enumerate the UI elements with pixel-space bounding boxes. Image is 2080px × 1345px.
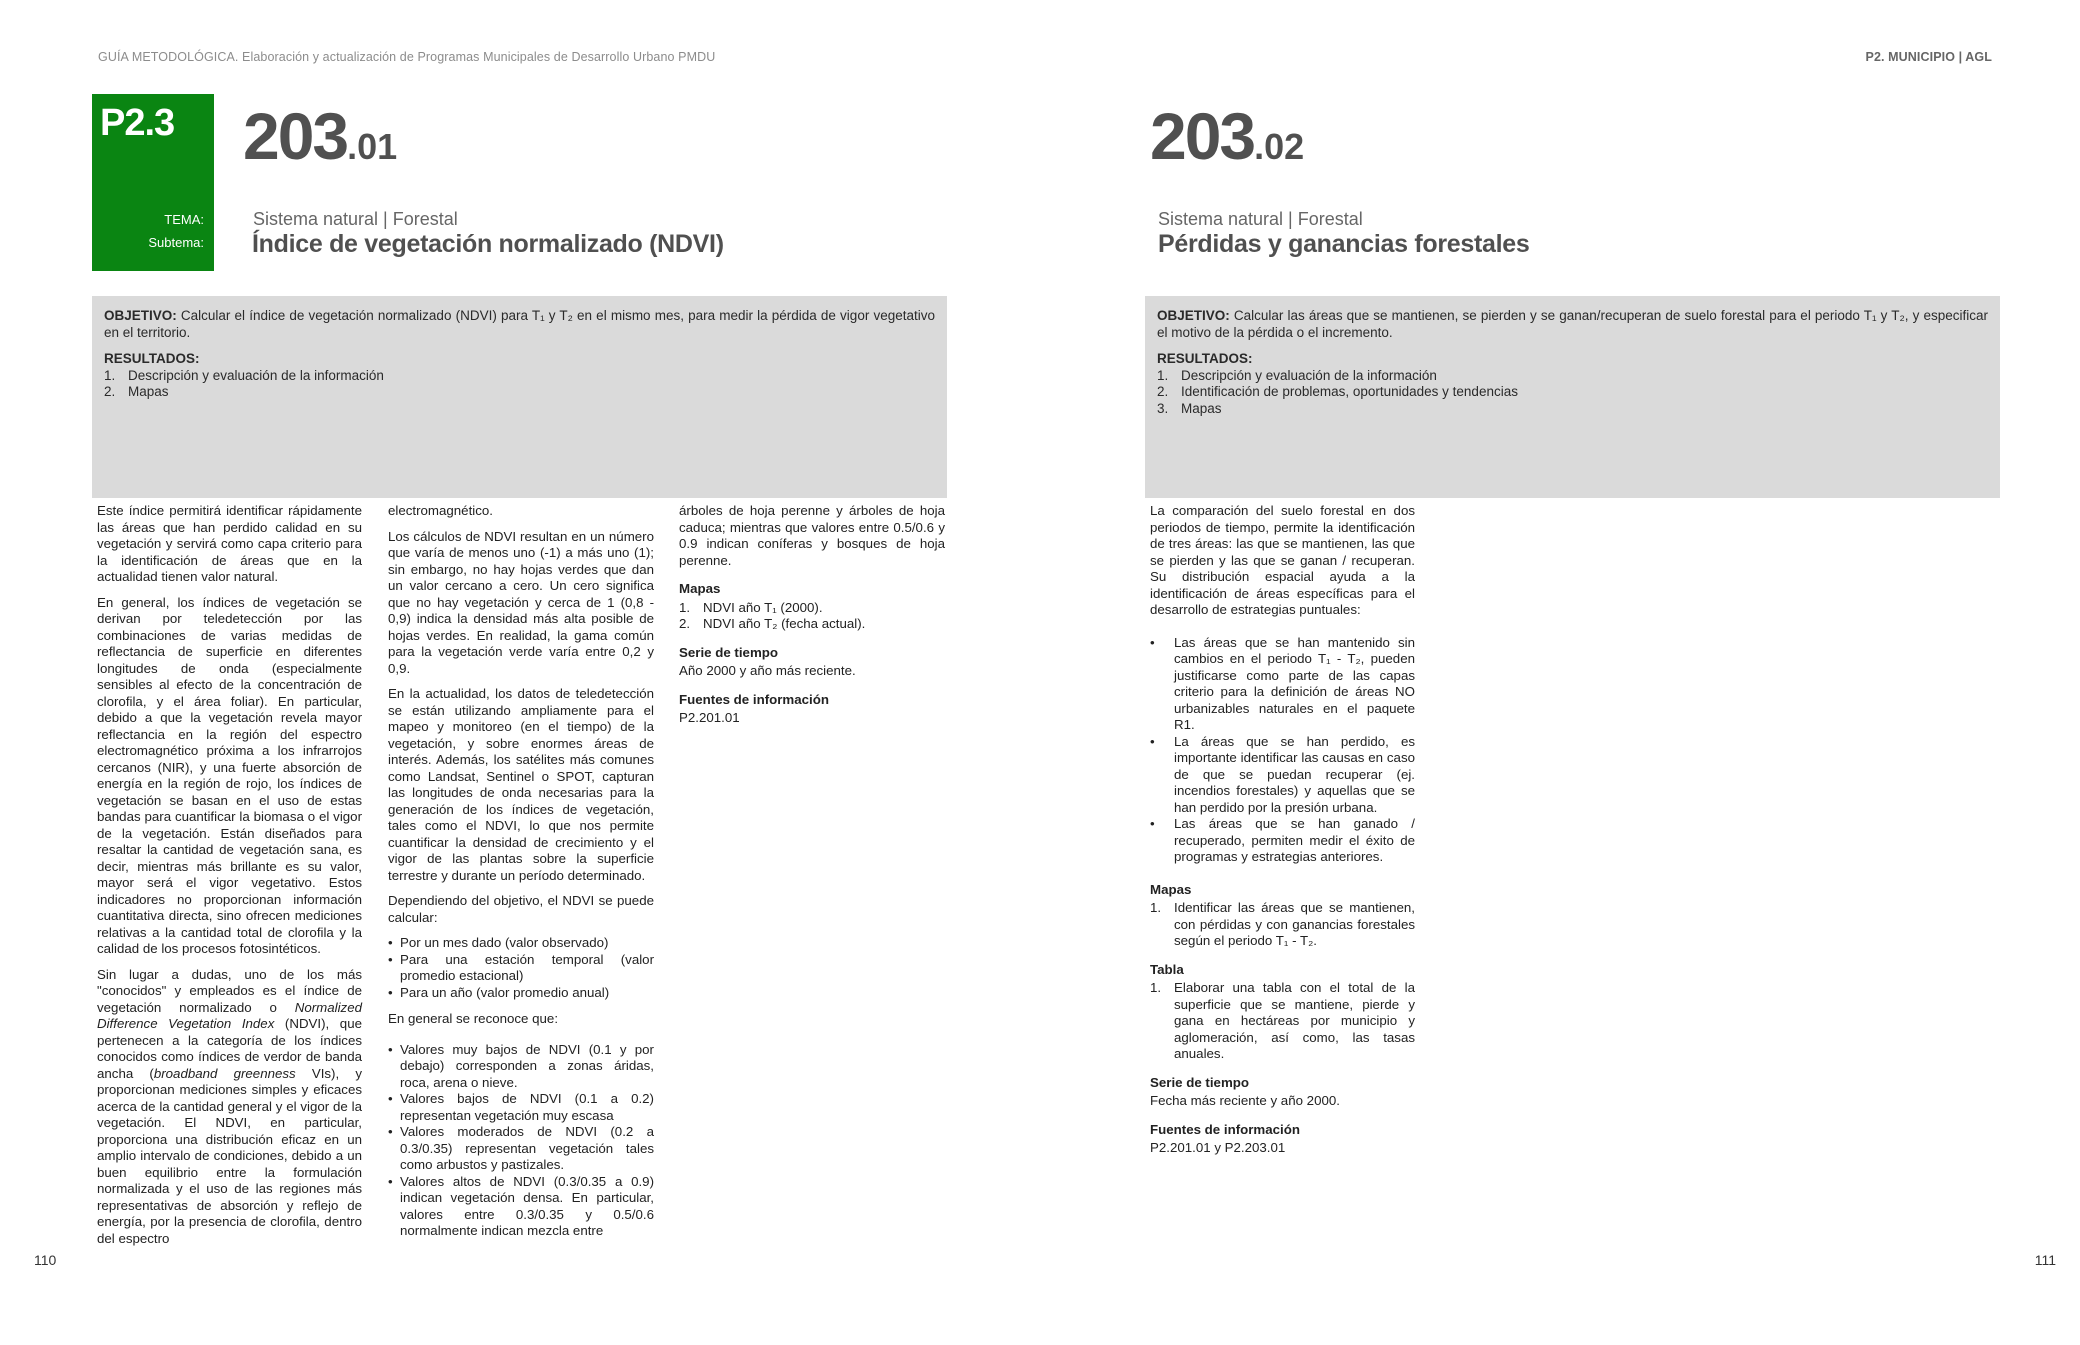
paragraph: En la actualidad, los datos de teledetección se están utilizando ampliamente para el mapeo y monitoreo (en el tiempo) de la vegetación, y sobre enormes áreas de interés. Además, los satélites más comunes como Landsat, Sentinel o SPOT, capturan las longitudes de onda necesarias para la generación de los índices de vegetación, tales como el NDVI, lo que nos permite cuantificar la densidad de crecimiento y el vigor de las plantas sobre la superficie terrestre y durante un período determinado. — [388, 686, 654, 883]
paragraph: electromagnético. — [388, 503, 493, 518]
maps-list-a — [679, 600, 945, 633]
fuentes-heading-b: Fuentes de información — [1150, 1121, 1300, 1137]
list-item: 1. Descripción y evaluación de la información — [1157, 367, 1437, 383]
sheet-b-topic: Sistema natural | Forestal — [1158, 209, 1363, 229]
running-header-right: P2. MUNICIPIO | AGL — [1865, 50, 1992, 64]
sheet-a-topic: Sistema natural | Forestal — [253, 209, 458, 229]
subtema-label: Subtema: — [148, 235, 204, 250]
results-a-list — [104, 368, 935, 401]
results-b-list — [1157, 368, 1988, 418]
objective-b-text: Calcular las áreas que se mantienen, se pierden y se ganan/recuperan de suelo forestal para el periodo T₁ y T₂, y especificar el motivo de la pérdida o el incremento. — [1157, 308, 1988, 340]
paragraph: En general, los índices de vegetación se derivan por teledetección por las combinaciones de varias medidas de reflectancia de superficie en diferentes longitudes de onda (especialmente sensibles al efecto de la concentración de clorofila, y el área foliar). En particular, debido a que la vegetación revela mayor reflectancia en la región del espectro electromagnético próxima a los infrarrojos cercanos (NIR), y una fuerte absorción de energía en la región de rojo, los índices de vegetación se basan en el uso de estas bandas para cuantificar la biomasa o el vigor de la vegetación. Están diseñados para resaltar la cantidad de vegetación sana, es decir, mientras más brillante es su valor, mayor será el vigor vegetativo. Estos indicadores no proporcionan información cuantitativa directa, sino ofrecen mediciones relativas a la cantidad total de clorofila y la calidad de los procesos fotosintéticos. — [97, 594, 362, 956]
list-item: 2. Identificación de problemas, oportunidades y tendencias — [1157, 384, 1518, 399]
section-code: P2.3 — [100, 102, 175, 144]
paragraph: P2.201.01 — [679, 710, 740, 725]
list-item: • Valores altos de NDVI (0.3/0.35 a 0.9) indican vegetación densa. En particular, valores entre 0.3/0.35 y 0.5/0.6 normalmente indican mezcla entre — [388, 1174, 654, 1240]
sheet-number-a-suffix: .01 — [347, 126, 398, 167]
paragraph: Sin lugar a dudas, uno de los más "conocidos" y empleados es el índice de vegetación normalizado o Normalized Difference Vegetation Index (NDVI), que pertenecen a la categoría de los índices conocidos como índices de verdor de banda ancha (broadband greenness VIs), y proporcionan mediciones simples y eficaces acerca de la cantidad general y el vigor de la vegetación. El NDVI, en particular, proporciona una distribución eficaz en un amplio intervalo de condiciones, debido a un buen equilibrio entre la formulación normalizada y el uso de las regiones más representativas de absorción y reflejo de energía, por la presencia de clorofila, dentro del espectro — [97, 966, 362, 1246]
calc-options-list — [388, 935, 654, 1001]
paragraph: árboles de hoja perenne y árboles de hoja caduca; mientras que valores entre 0.5/0.6 y 0.9 indican coníferas y bosques de hoja perenne. — [679, 503, 945, 568]
list-item: • Para una estación temporal (valor promedio estacional) — [388, 952, 654, 985]
serie-heading-b: Serie de tiempo — [1150, 1074, 1250, 1090]
list-item: 1. Elaborar una tabla con el total de la superficie que se mantiene, pierde y gana en hectáreas por municipio y aglomeración, así como, las tasas anuales. — [1150, 980, 1415, 1061]
list-item: 2. Mapas — [104, 384, 169, 399]
list-item: 1. NDVI año T₁ (2000). — [679, 599, 823, 615]
list-item: 1. Descripción y evaluación de la información — [104, 367, 384, 383]
paragraph: La comparación del suelo forestal en dos periodos de tiempo, permite la identificación de tres áreas: las que se mantienen, las que se pierden y las que se ganan / recuperan. Su distribución espacial ayuda a la identificación de áreas específicas para el desarrollo de estrategias puntuales: — [1150, 503, 1415, 617]
list-item: 2. NDVI año T₂ (fecha actual). — [679, 616, 866, 631]
body-column-3 — [679, 503, 945, 736]
page-number-left: 110 — [34, 1252, 57, 1268]
running-header-left: GUÍA METODOLÓGICA. Elaboración y actualización de Programas Municipales de Desarrollo Urbano PMDU — [98, 50, 716, 64]
list-item: • Valores bajos de NDVI (0.1 a 0.2) representan vegetación muy escasa — [388, 1091, 654, 1124]
sheet-number-a — [243, 99, 398, 173]
objective-b — [1157, 308, 1988, 341]
areas-list — [1150, 635, 1415, 866]
tabla-heading: Tabla — [1150, 961, 1184, 977]
maps-list-b — [1150, 900, 1415, 950]
list-item: • Las áreas que se han mantenido sin cambios en el periodo T₁ - T₂, pueden justificarse como parte de las capas criterio para la definición de áreas NO urbanizables naturales en el paquete R1. — [1150, 635, 1415, 734]
body-column-2 — [388, 503, 654, 1250]
sheet-a-title: Índice de vegetación normalizado (NDVI) — [252, 230, 724, 258]
maps-heading-b: Mapas — [1150, 881, 1192, 897]
objective-a-text: Calcular el índice de vegetación normalizado (NDVI) para T₁ y T₂ en el mismo mes, para medir la pérdida de vigor vegetativo en el territorio. — [104, 308, 935, 340]
paragraph: Fecha más reciente y año 2000. — [1150, 1093, 1340, 1108]
body-column-1 — [97, 503, 362, 1256]
fuentes-heading-a: Fuentes de información — [679, 691, 829, 707]
maps-heading-a: Mapas — [679, 581, 721, 596]
list-item: • Las áreas que se han ganado / recuperado, permiten medir el éxito de programas y estrategias anteriores. — [1150, 816, 1415, 866]
objective-a — [104, 308, 935, 341]
sheet-number-b — [1150, 99, 1305, 173]
page-number-right: 111 — [2034, 1252, 2056, 1268]
objective-b-label: OBJETIVO: — [1157, 308, 1230, 323]
list-item: • Valores muy bajos de NDVI (0.1 y por debajo) corresponden a zonas áridas, roca, arena o nieve. — [388, 1042, 654, 1092]
results-a-label: RESULTADOS: — [104, 351, 200, 366]
serie-heading-a: Serie de tiempo — [679, 644, 779, 660]
body-column-4 — [1150, 503, 1415, 1166]
sheet-number-a-main: 203 — [243, 99, 348, 173]
paragraph: P2.201.01 y P2.203.01 — [1150, 1140, 1286, 1155]
list-item: 1. Identificar las áreas que se mantienen, con pérdidas y con ganancias forestales según el periodo T₁ - T₂. — [1150, 900, 1415, 948]
paragraph: Este índice permitirá identificar rápidamente las áreas que han perdido calidad en su vegetación y servirá como capa criterio para la identificación de áreas que en la actualidad tienen valor natural. — [97, 503, 362, 584]
paragraph: En general se reconoce que: — [388, 1011, 559, 1026]
ndvi-values-list — [388, 1042, 654, 1240]
sheet-b-title: Pérdidas y ganancias forestales — [1158, 230, 1530, 258]
list-item: • Valores moderados de NDVI (0.2 a 0.3/0.35) representan vegetación tales como arbustos y pastizales. — [388, 1124, 654, 1174]
paragraph: Año 2000 y año más reciente. — [679, 663, 856, 678]
paragraph: Dependiendo del objetivo, el NDVI se puede calcular: — [388, 893, 654, 925]
objective-box-b — [1145, 296, 2000, 498]
list-item: • La áreas que se han perdido, es importante identificar las causas en caso de que se puedan recuperar (ej. incendios forestales) y aquellas que se han perdido por la presión urbana. — [1150, 734, 1415, 817]
list-item: 3. Mapas — [1157, 400, 1222, 416]
results-b-label: RESULTADOS: — [1157, 351, 1253, 366]
objective-a-label: OBJETIVO: — [104, 308, 177, 323]
list-item: • Por un mes dado (valor observado) — [388, 935, 654, 952]
sheet-number-b-suffix: .02 — [1254, 126, 1305, 167]
tabla-list — [1150, 980, 1415, 1063]
paragraph: Los cálculos de NDVI resultan en un número que varía de menos uno (-1) a más uno (1); sin embargo, no hay hojas verdes que dan un valor cercano a cero. Un cero significa que no hay vegetación y cerca de 1 (0,8 - 0,9) indica la densidad más alta posible de hojas verdes. En realidad, la gama común para la vegetación verde varía entre 0,2 y 0,9. — [388, 528, 654, 676]
sheet-number-b-main: 203 — [1150, 99, 1255, 173]
list-item: • Para un año (valor promedio anual) — [388, 985, 654, 1002]
objective-box-a — [92, 296, 947, 498]
tema-label: TEMA: — [164, 212, 204, 227]
